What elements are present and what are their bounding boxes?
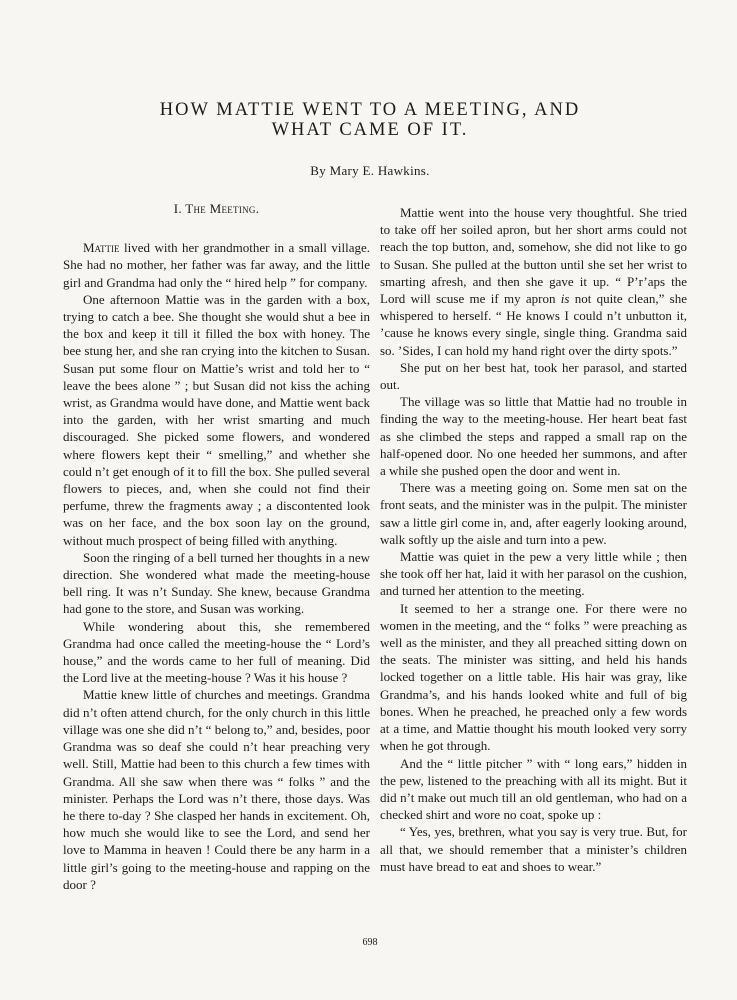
paragraph: She put on her best hat, took her parasol, and started out.: [380, 359, 687, 393]
paragraph: Soon the ringing of a bell turned her thoughts in a new direction. She wondered what made the meeting-house bell ring. It was n’t Sunday. She knew, because Grandma had gone to the store, and Susan was working.: [63, 549, 370, 617]
paragraph: [63, 239, 370, 291]
paragraph: While wondering about this, she remembered Grandma had once called the meeting-house the “ Lord’s house,” and the words came to her full of meaning. Did the Lord live at the meeting-house ? Was it his house ?: [63, 618, 370, 686]
emphasis: is: [560, 291, 570, 307]
paragraph: Mattie knew little of churches and meetings. Grandma did n’t often attend church, for the only church in this little village was one she did n’t “ belong to,” and, besides, poor Grandma was so deaf she could n’t hear preaching very well. Still, Mattie had been to this church a few times with Grandma. All she saw when there was “ folks ” and the minister. Perhaps the Lord was n’t there, those days. Was he there to-day ? She clasped her hands in excitement. Oh, how much she would like to see the Lord, and send her love to Mamma in heaven ! Could there be any harm in a little girl’s going to the meeting-house and rapping on the door ?: [63, 687, 370, 892]
title-line-2: WHAT CAME OF IT.: [271, 120, 469, 140]
article-title: [110, 100, 630, 140]
paragraph: The village was so little that Mattie had no trouble in finding the way to the meeting-house. Her heart beat fast as she climbed the steps and rapped a small rap on the half-opened door. No one heeded her summons, and after a while she pushed open the door and went in.: [380, 394, 687, 479]
paragraph: Mattie was quiet in the pew a very little while ; then she took off her hat, laid it with her parasol on the cushion, and turned her attention to the meeting.: [380, 549, 687, 599]
paragraph: And the “ little pitcher ” with “ long ears,” hidden in the pew, listened to the preaching with all its might. But it did n’t make out much till an old gentleman, who had on a checked shirt and wore no coat, spoke up :: [380, 755, 687, 823]
title-line-1: HOW MATTIE WENT TO A MEETING, AND: [159, 100, 581, 120]
byline: By Mary E. Hawkins.: [310, 163, 430, 178]
left-column: [63, 200, 370, 893]
paragraph: It seemed to her a strange one. For there were no women in the meeting, and the “ folks ” were preaching as well as the minister, and they all preached sitting down on the seats. The minister was sitting, and held his hands locked together on a little table. His hair was gray, like Grandma’s, and his hands looked white and full of big bones. When he preached, he preached only a few words at a time, and Mattie thought his mouth looked very sorry when he got through.: [380, 600, 687, 754]
paragraph-text: lived with her grandmother in a small village. She had no mother, her father was far away, and the little girl and Grandma had only the “ hired help ” for company.: [63, 240, 370, 290]
right-column: [380, 204, 687, 875]
paragraph: [380, 204, 687, 359]
lead-word: Mattie: [83, 240, 120, 256]
paragraph: One afternoon Mattie was in the garden with a box, trying to catch a bee. She thought she would shut a bee in the box and keep it till it filled the box with honey. The bee stung her, and she ran crying into the kitchen to Susan. Susan put some flour on Mattie’s wrist and told her to “ leave the bees alone ” ; but Susan did not kiss the aching wrist, as Grandma would have done, and Mattie went back into the garden, with her wrist smarting and much discouraged. She picked some flowers, and wondered where flowers kept their “ smelling,” and whether she could n’t get enough of it to fill the box. She pulled several flowers to pieces, and, when she could not find their perfume, threw the fragments away ; a discontented look was on her face, and the box soon lay on the ground, without much prospect of being filled with anything.: [63, 291, 371, 548]
page-number: 698: [362, 937, 378, 948]
section-heading: I. The Meeting.: [173, 201, 260, 216]
paragraph-text: Mattie went into the house very thoughtful. She tried to take off her soiled apron, but her short arms could not reach the top button, and, somehow, she did not like to go to Susan. She pulled at the button until she set her wrist to smarting afresh, and then she gave it up. “ P’r’aps the Lord will scuse me if my apron: [380, 205, 687, 307]
paragraph: There was a meeting going on. Some men sat on the front seats, and the minister was in the pulpit. The minister saw a little girl come in, and, after eagerly looking around, walk softly up the aisle and turn into a pew.: [380, 480, 687, 547]
paragraph: “ Yes, yes, brethren, what you say is very true. But, for all that, we should remember that a minister’s children must have bread to eat and shoes to wear.”: [380, 824, 687, 874]
paragraph-text: not quite clean,” she whispered to herself. “ He knows I could n’t unbutton it, ’cause he knows every single, single thing. Grandma said so. ’Sides, I can hold my hand right over the dirty spots.”: [380, 291, 687, 358]
